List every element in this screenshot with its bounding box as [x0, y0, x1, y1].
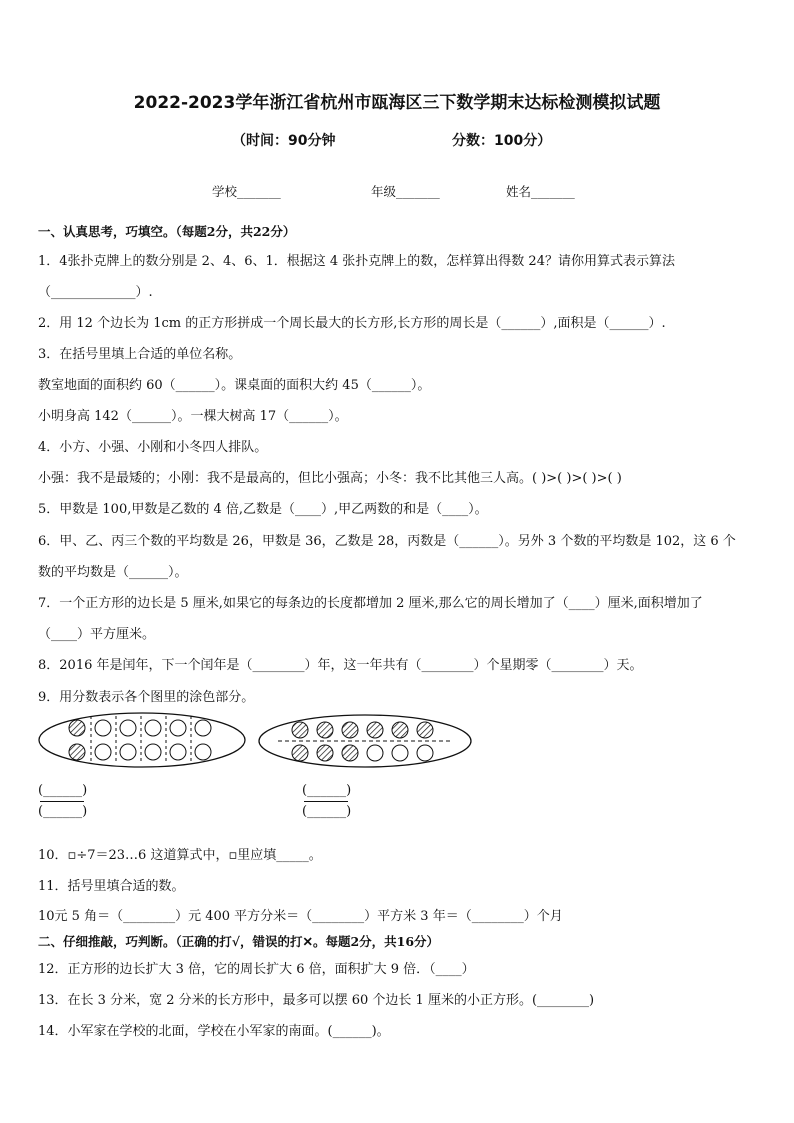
section-2-title: 二、仔细推敲，巧判断。（正确的打√，错误的打✕。每题2分，共16分）: [38, 934, 440, 949]
name-field: 姓名_______: [506, 184, 575, 199]
figure-2-oval: [256, 712, 474, 770]
question-line: （____）平方厘米。: [38, 627, 156, 642]
question-line: （_____________）.: [38, 285, 153, 300]
question-line: 13．在长 3 分米，宽 2 分米的长方形中，最多可以摆 60 个边长 1 厘米的小正方形。(________): [38, 993, 595, 1008]
question-line: 10．▫÷7＝23…6 这道算式中，▫里应填_____。: [38, 848, 322, 863]
fraction-answer-1: [38, 782, 87, 821]
question-line: 9．用分数表示各个图里的涂色部分。: [38, 690, 255, 705]
exam-score: 分数：100分）: [452, 133, 552, 149]
fraction-denominator: (______): [38, 804, 88, 819]
question-line: 4．小方、小强、小刚和小冬四人排队。: [38, 440, 268, 455]
question-line: 1．4张扑克牌上的数分别是 2、4、6、1．根据这 4 张扑克牌上的数，怎样算出得数 24？请你用算式表示算法: [38, 254, 675, 269]
school-field: 学校_______: [212, 184, 281, 199]
exam-time: （时间：90分钟: [232, 133, 336, 149]
fraction-numerator: (______): [38, 783, 88, 798]
fraction-answer-2: [302, 782, 351, 821]
question-line: 14．小军家在学校的北面，学校在小军家的南面。(______)。: [38, 1024, 390, 1039]
question-line: 2．用 12 个边长为 1cm 的正方形拼成一个周长最大的长方形,长方形的周长是（______）,面积是（______）.: [38, 316, 666, 331]
section-1-title: 一、认真思考，巧填空。（每题2分，共22分）: [38, 224, 296, 239]
question-line: 6．甲、乙、丙三个数的平均数是 26，甲数是 36，乙数是 28，丙数是（______）。另外 3 个数的平均数是 102，这 6 个: [38, 534, 736, 549]
fraction-denominator: (______): [302, 804, 352, 819]
page-title: 2022-2023学年浙江省杭州市瓯海区三下数学期末达标检测模拟试题: [133, 93, 661, 113]
question-line: 7．一个正方形的边长是 5 厘米,如果它的每条边的长度都增加 2 厘米,那么它的周长增加了（____）厘米,面积增加了: [38, 596, 703, 611]
question-line: 教室地面的面积约 60（______）。课桌面的面积大约 45（______）。: [38, 378, 431, 393]
question-line: 3．在括号里填上合适的单位名称。: [38, 347, 242, 362]
question-line: 11．括号里填合适的数。: [38, 879, 185, 894]
fraction-numerator: (______): [302, 783, 352, 798]
question-line: 8．2016 年是闰年，下一个闰年是（________）年，这一年共有（________）个星期零（________）天。: [38, 658, 643, 673]
fraction-bar: [304, 801, 348, 802]
question-line: 小强：我不是最矮的；小刚：我不是最高的，但比小强高；小冬：我不比其他三人高。( )>( )>( )>( ): [38, 471, 622, 486]
grade-field: 年级_______: [371, 184, 440, 199]
fraction-bar: [40, 801, 84, 802]
question-line: 5．甲数是 100,甲数是乙数的 4 倍,乙数是（____）,甲乙两数的和是（____）。: [38, 502, 488, 517]
question-line: 小明身高 142（______）。一棵大树高 17（______）。: [38, 409, 348, 424]
question-line: 10元 5 角＝（________）元 400 平方分米＝（________）平方米 3 年＝（________）个月: [38, 909, 563, 924]
question-line: 数的平均数是（______）。: [38, 565, 188, 580]
figure-1-oval: [36, 710, 248, 770]
question-line: 12．正方形的边长扩大 3 倍，它的周长扩大 6 倍，面积扩大 9 倍．（____）: [38, 962, 475, 977]
